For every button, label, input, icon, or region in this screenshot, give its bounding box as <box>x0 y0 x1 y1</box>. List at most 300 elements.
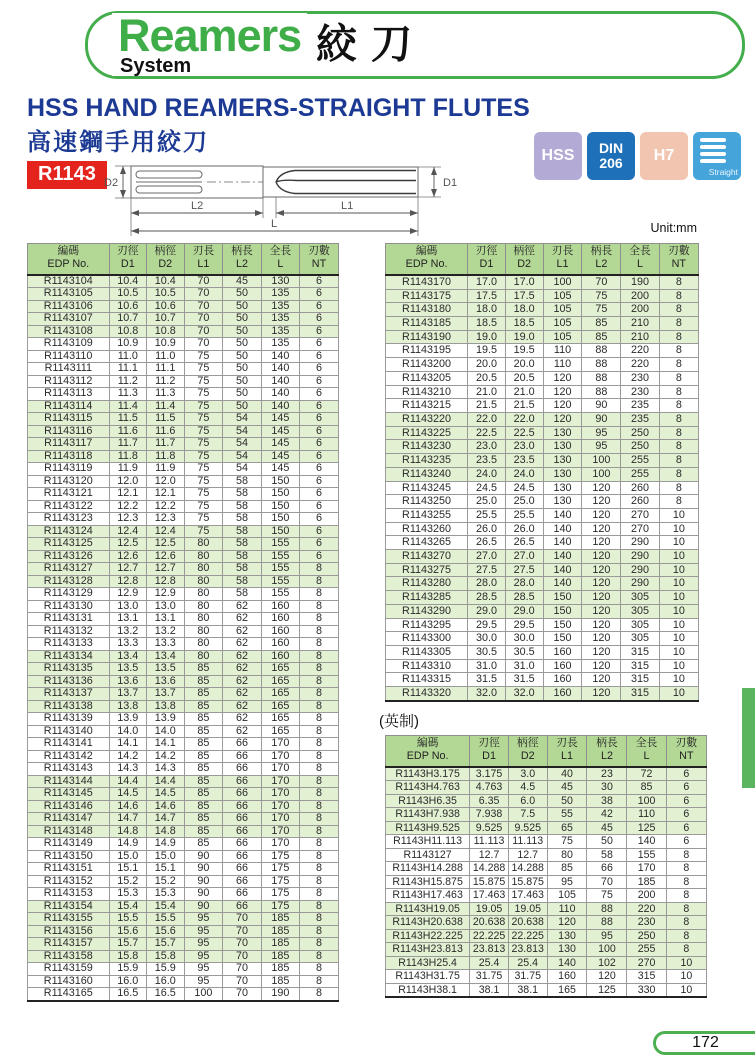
table-row <box>28 488 339 501</box>
table-row <box>28 363 339 376</box>
column-header: 柄徑 D2 <box>147 244 184 275</box>
cell: 38.1 <box>508 983 547 997</box>
cell: 75 <box>184 463 223 476</box>
cell: 26.5 <box>468 536 506 550</box>
cell: 140 <box>543 563 582 577</box>
brand-subtitle: System <box>120 55 192 77</box>
cell: 21.5 <box>468 399 506 413</box>
table-row <box>28 500 339 513</box>
cell: 80 <box>184 575 223 588</box>
cell: 15.3 <box>109 888 146 901</box>
cell: 80 <box>184 600 223 613</box>
cell: 88 <box>582 385 621 399</box>
table-row <box>28 663 339 676</box>
cell: 110 <box>543 344 582 358</box>
cell: 54 <box>223 450 262 463</box>
cell: 270 <box>621 508 659 522</box>
cell: 11.9 <box>147 463 184 476</box>
cell: 6 <box>299 425 338 438</box>
cell: R1143140 <box>28 725 110 738</box>
cell: 220 <box>621 358 659 372</box>
din-badge-label: DIN 206 <box>598 140 624 171</box>
cell: 14.4 <box>147 775 184 788</box>
cell: 14.3 <box>109 763 146 776</box>
cell: 170 <box>261 838 299 851</box>
cell: R1143225 <box>386 426 468 440</box>
cell: 110 <box>627 808 666 822</box>
cell: 8 <box>659 399 698 413</box>
cell: 21.5 <box>505 399 543 413</box>
cell: 260 <box>621 481 659 495</box>
cell: 8 <box>299 875 338 888</box>
cell: 170 <box>261 825 299 838</box>
cell: 31.5 <box>468 673 506 687</box>
column-header: 刃徑 D1 <box>468 244 506 275</box>
table-row <box>28 588 339 601</box>
cell: 130 <box>261 275 299 288</box>
cell: 90 <box>582 413 621 427</box>
cell: 14.9 <box>147 838 184 851</box>
chapter-side-tab <box>742 688 755 788</box>
cell: 175 <box>261 875 299 888</box>
cell: 75 <box>184 363 223 376</box>
cell: 20.0 <box>505 358 543 372</box>
cell: R1143133 <box>28 638 110 651</box>
cell: 21.0 <box>505 385 543 399</box>
cell: R1143240 <box>386 467 468 481</box>
cell: 23 <box>587 767 627 781</box>
column-header: 全長 L <box>261 244 299 275</box>
column-header: 刃徑 D1 <box>470 736 509 767</box>
cell: 14.7 <box>109 813 146 826</box>
cell: 75 <box>184 475 223 488</box>
cell: R1143220 <box>386 413 468 427</box>
cell: 8 <box>659 317 698 331</box>
cell: R1143144 <box>28 775 110 788</box>
cell: 8 <box>299 725 338 738</box>
cell: 11.113 <box>470 835 509 849</box>
table-row <box>28 650 339 663</box>
cell: 18.5 <box>505 317 543 331</box>
cell: 11.4 <box>109 400 146 413</box>
cell: 85 <box>582 330 621 344</box>
cell: R1143118 <box>28 450 110 463</box>
cell: 70 <box>184 325 223 338</box>
cell: 6.35 <box>470 794 509 808</box>
cell: 75 <box>587 889 627 903</box>
cell: 6 <box>666 808 706 822</box>
cell: 66 <box>223 825 262 838</box>
cell: 70 <box>587 875 627 889</box>
cell: 16.0 <box>109 975 146 988</box>
table-row <box>386 848 707 862</box>
straight-badge-label: Straight <box>708 167 738 178</box>
spec-badges <box>534 132 741 180</box>
cell: 15.4 <box>147 900 184 913</box>
cell: 23.5 <box>505 454 543 468</box>
cell: 140 <box>261 388 299 401</box>
cell: R1143H3.175 <box>386 767 470 781</box>
cell: 6 <box>299 288 338 301</box>
cell: 6 <box>299 500 338 513</box>
cell: 13.6 <box>147 675 184 688</box>
cell: 70 <box>184 300 223 313</box>
cell: R1143305 <box>386 645 468 659</box>
cell: 12.0 <box>109 475 146 488</box>
cell: 185 <box>261 938 299 951</box>
cell: 155 <box>261 588 299 601</box>
cell: 13.5 <box>147 663 184 676</box>
cell: 6 <box>666 794 706 808</box>
cell: 10 <box>666 970 706 984</box>
cell: 170 <box>261 763 299 776</box>
cell: 13.2 <box>147 625 184 638</box>
cell: R1143290 <box>386 604 468 618</box>
cell: R1143205 <box>386 371 468 385</box>
cell: 25.0 <box>505 495 543 509</box>
cell: 15.0 <box>109 850 146 863</box>
cell: 16.0 <box>147 975 184 988</box>
cell: 19.5 <box>468 344 506 358</box>
cell: R1143130 <box>28 600 110 613</box>
cell: 330 <box>627 983 666 997</box>
cell: 8 <box>299 613 338 626</box>
table-row <box>28 425 339 438</box>
cell: 66 <box>223 775 262 788</box>
cell: 18.0 <box>505 303 543 317</box>
flute-body-outline <box>263 167 418 197</box>
column-header: 柄長 L2 <box>587 736 627 767</box>
table-row <box>28 825 339 838</box>
table-row <box>28 388 339 401</box>
cell: 8 <box>666 875 706 889</box>
cell: 160 <box>547 970 587 984</box>
cell: 80 <box>184 588 223 601</box>
cell: 75 <box>184 513 223 526</box>
cell: 62 <box>223 663 262 676</box>
cell: 75 <box>582 303 621 317</box>
cell: 66 <box>223 738 262 751</box>
cell: 250 <box>627 929 666 943</box>
cell: 120 <box>582 591 621 605</box>
cell: 10 <box>659 645 698 659</box>
table-row <box>28 725 339 738</box>
cell: 66 <box>223 863 262 876</box>
cell: 8 <box>299 713 338 726</box>
cell: 140 <box>261 350 299 363</box>
cell: 12.0 <box>147 475 184 488</box>
cell: 8 <box>299 950 338 963</box>
table-row <box>28 713 339 726</box>
cell: 85 <box>184 663 223 676</box>
cell: 80 <box>184 638 223 651</box>
cell: 12.9 <box>109 588 146 601</box>
cell: 8 <box>659 413 698 427</box>
cell: 120 <box>582 618 621 632</box>
cell: 6 <box>299 438 338 451</box>
cell: 24.5 <box>505 481 543 495</box>
cell: 62 <box>223 713 262 726</box>
cell: R1143153 <box>28 888 110 901</box>
table-row <box>386 659 699 673</box>
cell: 8 <box>659 289 698 303</box>
table-row <box>386 413 699 427</box>
cell: 8 <box>666 862 706 876</box>
cell: 27.0 <box>468 550 506 564</box>
cell: 140 <box>261 363 299 376</box>
cell: 8 <box>299 813 338 826</box>
cell: 8 <box>299 863 338 876</box>
cell: R1143160 <box>28 975 110 988</box>
cell: 54 <box>223 438 262 451</box>
cell: R1143295 <box>386 618 468 632</box>
cell: 8 <box>299 838 338 851</box>
cell: 11.1 <box>147 363 184 376</box>
cell: 10 <box>659 659 698 673</box>
cell: 120 <box>582 550 621 564</box>
cell: R1143180 <box>386 303 468 317</box>
cell: 10 <box>659 563 698 577</box>
cell: 3.0 <box>508 767 547 781</box>
cell: 70 <box>223 925 262 938</box>
cell: 12.6 <box>147 550 184 563</box>
table-row <box>28 513 339 526</box>
cell: R1143143 <box>28 763 110 776</box>
cell: 80 <box>547 848 587 862</box>
cell: 6 <box>299 325 338 338</box>
cell: R1143106 <box>28 300 110 313</box>
cell: 54 <box>223 413 262 426</box>
cell: 85 <box>184 838 223 851</box>
cell: R1143280 <box>386 577 468 591</box>
cell: 95 <box>184 963 223 976</box>
cell: 8 <box>299 625 338 638</box>
cell: 15.6 <box>147 925 184 938</box>
cell: 8 <box>659 303 698 317</box>
table-row <box>386 303 699 317</box>
cell: 42 <box>587 808 627 822</box>
cell: 15.8 <box>109 950 146 963</box>
cell: 14.4 <box>109 775 146 788</box>
cell: 200 <box>627 889 666 903</box>
cell: R1143108 <box>28 325 110 338</box>
cell: 165 <box>261 713 299 726</box>
cell: 85 <box>184 688 223 701</box>
table-row <box>386 916 707 930</box>
cell: 23.813 <box>508 943 547 957</box>
h7-tolerance-badge <box>640 132 688 180</box>
cell: 28.5 <box>505 591 543 605</box>
cell: 150 <box>261 500 299 513</box>
table-row <box>28 763 339 776</box>
table-row <box>386 821 707 835</box>
table-row <box>28 775 339 788</box>
table-row <box>28 400 339 413</box>
cell: R1143H22.225 <box>386 929 470 943</box>
cell: 14.6 <box>147 800 184 813</box>
cell: 150 <box>543 632 582 646</box>
cell: 15.7 <box>147 938 184 951</box>
cell: 6 <box>299 488 338 501</box>
cell: 50 <box>223 363 262 376</box>
cell: 130 <box>547 929 587 943</box>
cell: 45 <box>223 275 262 288</box>
cell: 140 <box>543 536 582 550</box>
cell: R1143146 <box>28 800 110 813</box>
cell: 6 <box>666 835 706 849</box>
table-row <box>28 888 339 901</box>
cell: R1143122 <box>28 500 110 513</box>
cell: 10.4 <box>109 275 146 288</box>
cell: 130 <box>543 481 582 495</box>
cell: 14.8 <box>109 825 146 838</box>
metric-table-left <box>27 243 339 1002</box>
cell: 290 <box>621 536 659 550</box>
cell: 88 <box>587 916 627 930</box>
cell: 190 <box>621 275 659 289</box>
cell: 175 <box>261 863 299 876</box>
cell: 13.9 <box>109 713 146 726</box>
column-header: 刃長 L1 <box>547 736 587 767</box>
cell: 38 <box>587 794 627 808</box>
table-row <box>386 632 699 646</box>
cell: 16.5 <box>109 988 146 1001</box>
table-row <box>386 536 699 550</box>
cell: R1143230 <box>386 440 468 454</box>
cell: 75 <box>184 450 223 463</box>
cell: 23.0 <box>505 440 543 454</box>
cell: R1143159 <box>28 963 110 976</box>
cell: 66 <box>223 850 262 863</box>
cell: 10.8 <box>109 325 146 338</box>
column-header: 編碼 EDP No. <box>386 244 468 275</box>
cell: 15.3 <box>147 888 184 901</box>
cell: 160 <box>543 673 582 687</box>
cell: R1143165 <box>28 988 110 1001</box>
cell: 100 <box>627 794 666 808</box>
cell: 11.113 <box>508 835 547 849</box>
cell: 8 <box>299 963 338 976</box>
cell: 19.0 <box>468 330 506 344</box>
cell: 165 <box>547 983 587 997</box>
cell: 66 <box>223 788 262 801</box>
cell: 13.9 <box>147 713 184 726</box>
cell: 125 <box>587 983 627 997</box>
cell: R1143250 <box>386 495 468 509</box>
cell: R1143110 <box>28 350 110 363</box>
cell: 105 <box>543 303 582 317</box>
column-header: 編碼 EDP No. <box>386 736 470 767</box>
cell: 15.6 <box>109 925 146 938</box>
cell: 70 <box>223 975 262 988</box>
cell: 8 <box>299 788 338 801</box>
cell: R1143H9.525 <box>386 821 470 835</box>
cell: 135 <box>261 338 299 351</box>
column-header: 刃徑 D1 <box>109 244 146 275</box>
cell: 17.0 <box>505 275 543 289</box>
cell: 11.6 <box>109 425 146 438</box>
cell: R1143119 <box>28 463 110 476</box>
cell: 8 <box>659 344 698 358</box>
dim-label-l2: L2 <box>191 200 204 212</box>
cell: 7.5 <box>508 808 547 822</box>
cell: R1143131 <box>28 613 110 626</box>
cell: 155 <box>261 575 299 588</box>
cell: 14.2 <box>109 750 146 763</box>
cell: 12.4 <box>147 525 184 538</box>
cell: 8 <box>666 889 706 903</box>
cell: 175 <box>261 888 299 901</box>
cell: R1143255 <box>386 508 468 522</box>
cell: 12.4 <box>109 525 146 538</box>
cell: 120 <box>582 508 621 522</box>
cell: 210 <box>621 330 659 344</box>
cell: 65 <box>547 821 587 835</box>
cell: 8 <box>666 848 706 862</box>
cell: 62 <box>223 625 262 638</box>
cell: 15.0 <box>147 850 184 863</box>
cell: 8 <box>666 929 706 943</box>
cell: R1143265 <box>386 536 468 550</box>
table-row <box>28 550 339 563</box>
cell: 31.75 <box>508 970 547 984</box>
cell: 25.4 <box>470 956 509 970</box>
cell: 85 <box>184 800 223 813</box>
table-row <box>386 317 699 331</box>
cell: 15.9 <box>147 963 184 976</box>
cell: 140 <box>627 835 666 849</box>
table-row <box>28 625 339 638</box>
cell: 6 <box>299 275 338 288</box>
cell: 22.5 <box>468 426 506 440</box>
cell: 255 <box>621 467 659 481</box>
cell: 160 <box>261 625 299 638</box>
din-206-badge <box>587 132 635 180</box>
cell: 6 <box>299 400 338 413</box>
cell: 70 <box>223 913 262 926</box>
cell: 13.0 <box>109 600 146 613</box>
cell: R1143155 <box>28 913 110 926</box>
cell: 31.0 <box>505 659 543 673</box>
cell: 165 <box>261 688 299 701</box>
cell: 105 <box>543 289 582 303</box>
cell: 6 <box>299 388 338 401</box>
h7-badge-label: H7 <box>653 146 675 164</box>
cell: 66 <box>223 813 262 826</box>
column-header: 刃數 NT <box>666 736 706 767</box>
cell: 75 <box>184 388 223 401</box>
table-row <box>28 375 339 388</box>
cell: 29.5 <box>505 618 543 632</box>
cell: 54 <box>223 425 262 438</box>
table-row <box>28 738 339 751</box>
cell: 160 <box>261 650 299 663</box>
cell: 145 <box>261 413 299 426</box>
cell: 66 <box>223 900 262 913</box>
table-row <box>28 700 339 713</box>
cell: 10.6 <box>147 300 184 313</box>
cell: 11.0 <box>147 350 184 363</box>
table-row <box>28 875 339 888</box>
cell: 8 <box>299 700 338 713</box>
cell: 315 <box>621 645 659 659</box>
cell: 110 <box>543 358 582 372</box>
cell: 10 <box>659 536 698 550</box>
cell: 145 <box>261 463 299 476</box>
cell: 6 <box>299 463 338 476</box>
cell: 165 <box>261 700 299 713</box>
cell: 185 <box>261 925 299 938</box>
